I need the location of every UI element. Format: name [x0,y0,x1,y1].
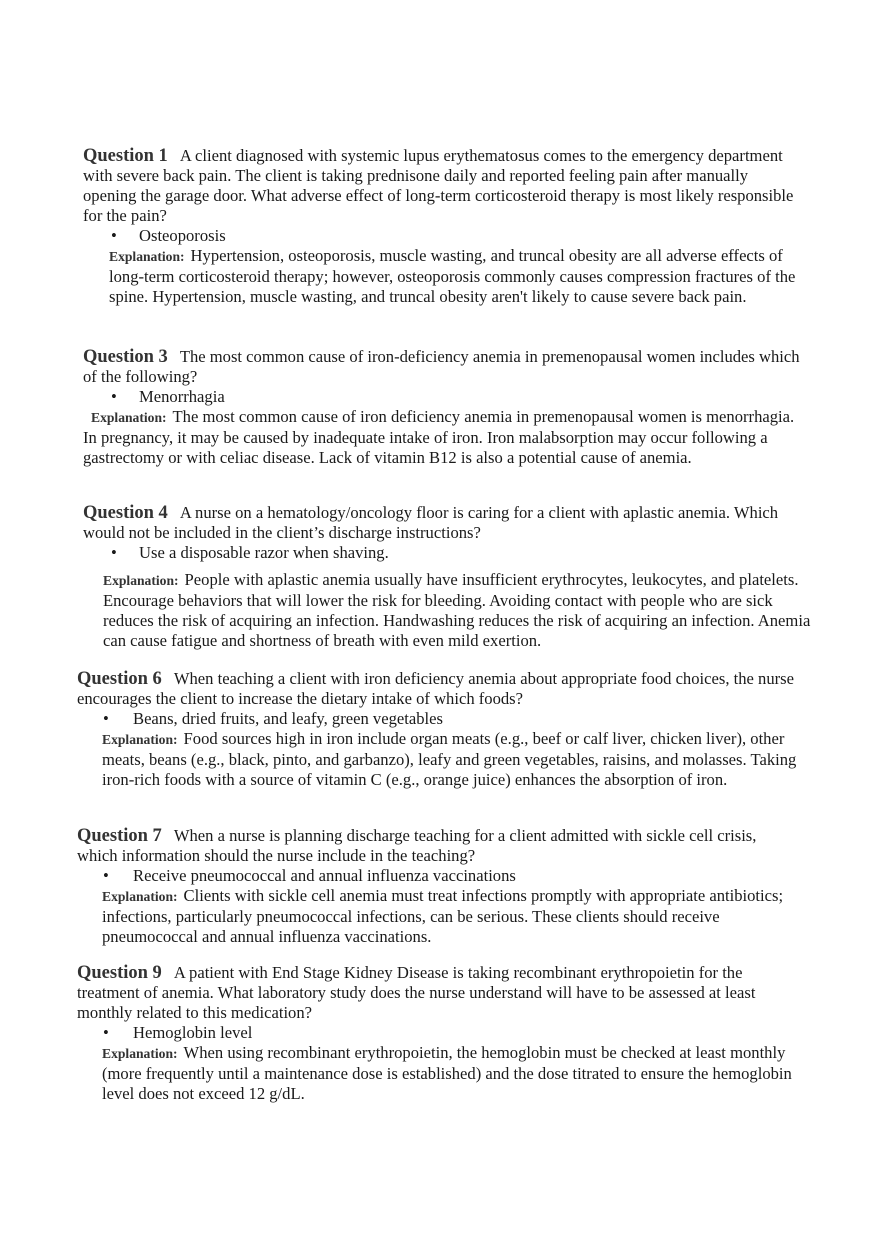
answer-item [83,226,803,246]
explanation-text: Clients with sickle cell anemia must treat infections promptly with appropriate antibiotics; infections, particularly pneumococcal infections, can be serious. These clients should receive pneumococcal and annual influenza vaccinations. [102,886,784,946]
bullet-icon: • [111,543,117,562]
explanation [77,1043,797,1104]
question-label: Question 9 [77,963,162,983]
question-label: Question 3 [83,347,168,367]
question-stem: When teaching a client with iron deficiency anemia about appropriate food choices, the nurse encourages the client to increase the dietary intake of which foods? [77,669,794,708]
bullet-icon: • [111,226,117,245]
question-stem: A patient with End Stage Kidney Disease is taking recombinant erythropoietin for the treatment of anemia. What laboratory study does the nurse understand will have to be assessed at least monthly related to this medication? [77,963,756,1022]
answer-text: Beans, dried fruits, and leafy, green vegetables [133,709,443,728]
answer-text: Receive pneumococcal and annual influenza vaccinations [133,866,516,885]
question-block [77,669,797,790]
explanation-label: Explanation: [109,249,185,264]
question-label: Question 4 [83,503,168,523]
question-stem: A nurse on a hematology/oncology floor is caring for a client with aplastic anemia. Which would not be included in the client’s discharge instructions? [83,503,779,542]
question-text [83,347,803,387]
explanation [77,886,797,947]
question-block [77,963,797,1104]
question-text [83,503,811,543]
explanation [83,246,803,307]
answer-item [83,543,811,563]
question-label: Question 7 [77,826,162,846]
explanation [77,729,797,790]
question-block [83,347,803,468]
bullet-icon: • [103,709,109,728]
explanation-label: Explanation: [102,732,178,747]
question-block [77,826,797,947]
question-block [83,503,811,651]
explanation-label: Explanation: [102,889,178,904]
explanation-text: The most common cause of iron deficiency anemia in premenopausal women is menorrhagia. In pregnancy, it may be caused by inadequate intake of iron. Iron malabsorption may occur following a gastrectomy or with celiac disease. Lack of vitamin B12 is also a potential cause of anemia. [83,407,795,467]
explanation [83,407,803,468]
explanation-text: People with aplastic anemia usually have insufficient erythrocytes, leukocytes, and platelets. Encourage behaviors that will lower the risk for bleeding. Avoiding contact with people who are sick reduces the risk of acquiring an infection. Handwashing reduces the risk of acquiring an infection. Anemia can cause fatigue and shortness of breath with even mild exertion. [103,570,811,650]
answer-item [77,709,797,729]
answer-text: Osteoporosis [139,226,226,245]
question-block [83,146,803,307]
question-text [83,146,803,226]
question-stem: The most common cause of iron-deficiency anemia in premenopausal women includes which of the following? [83,347,800,386]
explanation-label: Explanation: [91,410,167,425]
question-label: Question 6 [77,669,162,689]
question-stem: A client diagnosed with systemic lupus erythematosus comes to the emergency department with severe back pain. The client is taking prednisone daily and reported feeling pain after manually opening the garage door. What adverse effect of long-term corticosteroid therapy is most likely responsible for the pain? [83,146,794,225]
bullet-icon: • [103,866,109,885]
explanation-text: Food sources high in iron include organ meats (e.g., beef or calf liver, chicken liver), other meats, beans (e.g., black, pinto, and garbanzo), leafy and green vegetables, raisins, and molasses. Taking iron-rich foods with a source of vitamin C (e.g., orange juice) enhances the absorption of iron. [102,729,797,789]
answer-item [77,866,797,886]
question-text [77,826,797,866]
answer-item [77,1023,797,1043]
explanation-text: When using recombinant erythropoietin, the hemoglobin must be checked at least monthly (more frequently until a maintenance dose is established) and the dose titrated to ensure the hemoglobin level does not exceed 12 g/dL. [102,1043,792,1103]
answer-text: Menorrhagia [139,387,225,406]
explanation-label: Explanation: [102,1046,178,1061]
explanation-text: Hypertension, osteoporosis, muscle wasting, and truncal obesity are all adverse effects of long-term corticosteroid therapy; however, osteoporosis commonly causes compression fractures of the spine. Hypertension, muscle wasting, and truncal obesity aren't likely to cause severe back pain. [109,246,796,306]
question-label: Question 1 [83,146,168,166]
bullet-icon: • [111,387,117,406]
answer-text: Use a disposable razor when shaving. [139,543,389,562]
question-text [77,669,797,709]
explanation [83,570,811,651]
question-text [77,963,797,1023]
bullet-icon: • [103,1023,109,1042]
answer-text: Hemoglobin level [133,1023,253,1042]
answer-item [83,387,803,407]
explanation-label: Explanation: [103,573,179,588]
question-stem: When a nurse is planning discharge teaching for a client admitted with sickle cell crisis, which information should the nurse include in the teaching? [77,826,757,865]
